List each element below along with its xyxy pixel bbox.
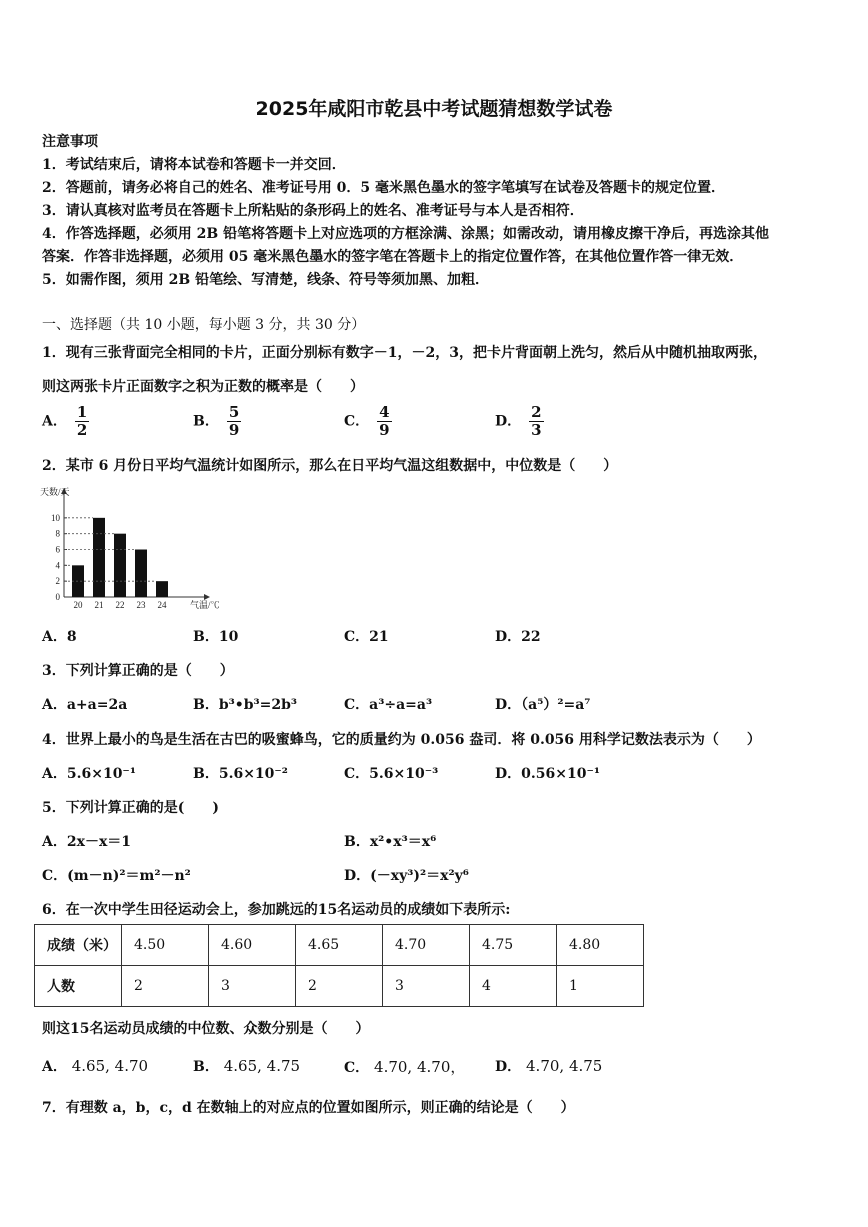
option-d: D．22 xyxy=(495,629,541,645)
option-b: B．5.6×10⁻² xyxy=(193,766,288,782)
option-a: A．8 xyxy=(42,629,77,645)
score-table xyxy=(34,924,644,1007)
option-a: A．2x－x＝1 xyxy=(42,834,132,850)
table-cell: 4.50 xyxy=(122,925,209,966)
notice-heading: 注意事项 xyxy=(42,134,98,150)
option-b: B．10 xyxy=(193,629,239,645)
y-tick-label: 4 xyxy=(55,560,60,571)
option-d: D．（a⁵）²=a⁷ xyxy=(495,697,591,713)
x-tick-label: 20 xyxy=(73,600,83,610)
table-cell: 4.80 xyxy=(557,925,644,966)
y-tick-label: 8 xyxy=(55,528,60,539)
option-d: D．0.56×10⁻¹ xyxy=(495,766,600,782)
option-c: C．21 xyxy=(344,629,389,645)
question-6-prompt: 则这15名运动员成绩的中位数、众数分别是（ ） xyxy=(42,1021,370,1037)
bar xyxy=(93,518,105,597)
option-a: A． $\frac{1}{2}$ xyxy=(42,403,88,439)
question-2: 2．某市 6 月份日平均气温统计如图所示，那么在日平均气温这组数据中，中位数是（ ） xyxy=(42,458,618,474)
y-tick-label: 6 xyxy=(55,544,60,555)
option-c: C．5.6×10⁻³ xyxy=(344,766,439,782)
option-c: C．a³÷a=a³ xyxy=(344,697,433,713)
table-cell: 4.65 xyxy=(296,925,383,966)
table-cell: 4 xyxy=(470,966,557,1007)
option-d: D． $\frac{2}{3}$ xyxy=(495,403,542,439)
notice-item: 5．如需作图，须用 2B 铅笔绘、写清楚，线条、符号等须加黑、加粗． xyxy=(42,272,490,288)
table-cell: 4.75 xyxy=(470,925,557,966)
question-7: 7．有理数 a，b，c，d 在数轴上的对应点的位置如图所示，则正确的结论是（ ） xyxy=(42,1100,575,1116)
option-c: C． $\frac{4}{9}$ xyxy=(344,403,390,439)
table-cell: 人数 xyxy=(35,966,122,1007)
table-row xyxy=(35,925,644,966)
table-cell: 2 xyxy=(296,966,383,1007)
table-cell: 4.60 xyxy=(209,925,296,966)
x-tick-label: 23 xyxy=(136,600,146,610)
bar xyxy=(114,534,126,597)
x-axis-title: 气温/℃ xyxy=(190,600,220,610)
question-6: 6．在一次中学生田径运动会上，参加跳远的15名运动员的成绩如下表所示: xyxy=(42,902,511,918)
y-tick-label: 2 xyxy=(55,576,60,587)
option-b: B． 4.65, 4.75 xyxy=(193,1057,301,1075)
table-cell: 3 xyxy=(383,966,470,1007)
option-a: A．5.6×10⁻¹ xyxy=(42,766,136,782)
y-tick-label: 10 xyxy=(51,512,60,523)
table-cell: 2 xyxy=(122,966,209,1007)
option-a: A．a+a=2a xyxy=(42,697,128,713)
y-tick-label: 0 xyxy=(55,592,60,602)
temperature-bar-chart xyxy=(38,482,228,612)
y-axis-title: 天数/天 xyxy=(40,487,70,497)
table-cell: 4.70 xyxy=(383,925,470,966)
option-a: A． 4.65, 4.70 xyxy=(42,1057,149,1075)
option-d: D． 4.70, 4.75 xyxy=(495,1057,603,1075)
x-tick-label: 24 xyxy=(157,600,167,610)
question-1-line1: 1．现有三张背面完全相同的卡片，正面分别标有数字－1，－2，3，把卡片背面朝上洗匀，然后从中随机抽取两张， xyxy=(42,345,767,361)
table-cell: 成绩（米） xyxy=(35,925,122,966)
x-tick-label: 22 xyxy=(115,600,125,610)
notice-item: 2．答题前，请务必将自己的姓名、准考证号用 0．5 毫米黑色墨水的签字笔填写在试卷及答题卡的规定位置． xyxy=(42,180,725,196)
question-5: 5．下列计算正确的是( ) xyxy=(42,800,219,816)
section-heading: 一、选择题（共 10 小题，每小题 3 分，共 30 分） xyxy=(42,317,366,333)
x-tick-label: 21 xyxy=(94,600,104,610)
option-d: D．(－xy³)²＝x²y⁶ xyxy=(344,868,469,884)
bar xyxy=(156,581,168,597)
question-3: 3．下列计算正确的是（ ） xyxy=(42,663,234,679)
question-1-line2: 则这两张卡片正面数字之积为正数的概率是（ ） xyxy=(42,379,364,395)
option-b: B．b³•b³=2b³ xyxy=(193,697,298,713)
table-row xyxy=(35,966,644,1007)
page-title: 2025年咸阳市乾县中考试题猜想数学试卷 xyxy=(255,98,613,120)
bar xyxy=(135,550,147,598)
option-c: C． 4.70, 4.70， xyxy=(344,1058,466,1076)
notice-item: 4．作答选择题，必须用 2B 铅笔将答题卡上对应选项的方框涂满、涂黑；如需改动，请用橡皮擦干净后，再选涂其他 xyxy=(42,226,770,242)
notice-item: 1．考试结束后，请将本试卷和答题卡一并交回． xyxy=(42,157,346,173)
option-b: B． $\frac{5}{9}$ xyxy=(193,403,240,439)
option-c: C．(m－n)²＝m²－n² xyxy=(42,868,191,884)
table-cell: 1 xyxy=(557,966,644,1007)
table-cell: 3 xyxy=(209,966,296,1007)
notice-item: 3．请认真核对监考员在答题卡上所粘贴的条形码上的姓名、准考证号与本人是否相符． xyxy=(42,203,584,219)
option-b: B．x²•x³＝x⁶ xyxy=(344,834,437,850)
question-4: 4．世界上最小的鸟是生活在古巴的吸蜜蜂鸟，它的质量约为 0.056 盎司．将 0.056 用科学记数法表示为（ ） xyxy=(42,732,761,748)
notice-item: 答案．作答非选择题，必须用 05 毫米黑色墨水的签字笔在答题卡上的指定位置作答，在其他位置作答一律无效． xyxy=(42,249,744,265)
